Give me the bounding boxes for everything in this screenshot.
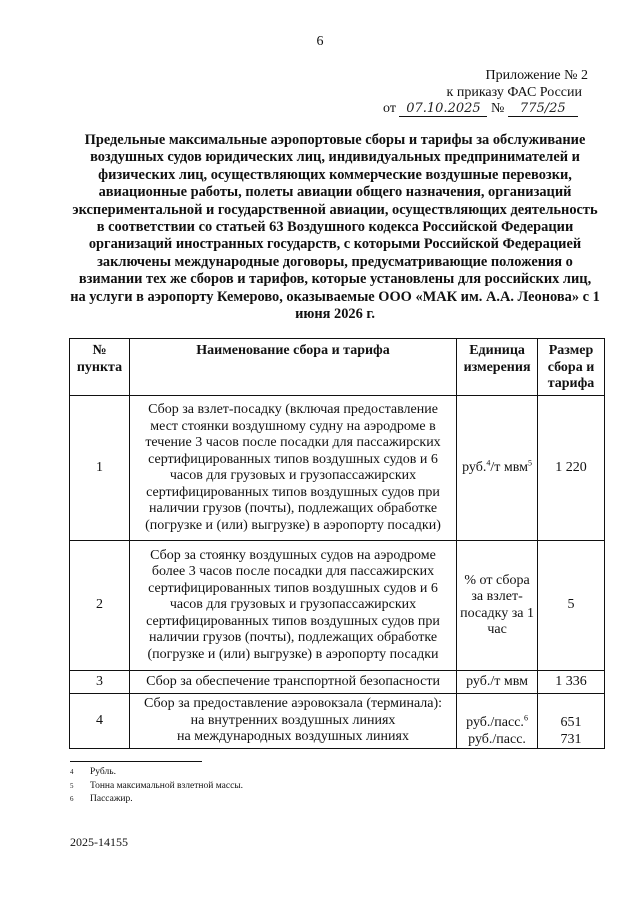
footnote-ref: 4 — [486, 458, 491, 468]
footnote-ref: 5 — [527, 458, 532, 468]
row-num: 1 — [70, 396, 130, 541]
row-unit: руб./пасс.$^6$ руб./пасс. — [457, 694, 538, 749]
row-name-line: на внутренних воздушных линиях — [190, 712, 396, 728]
row-unit: руб./т мвм — [457, 671, 538, 694]
document-number: 2025-14155 — [70, 835, 128, 849]
appendix-order-line — [383, 101, 595, 119]
table-row — [70, 694, 605, 749]
footnote: 4 Рубль. — [70, 767, 116, 777]
order-number-label: № — [490, 101, 505, 116]
table-header-row — [70, 339, 605, 396]
appendix-subtitle: к приказу ФАС России — [446, 85, 582, 100]
order-date-label: от — [383, 101, 396, 116]
order-date: 07.10.2025 — [399, 101, 487, 117]
appendix-title: Приложение № 2 — [485, 68, 588, 83]
row-name-line: на международных воздушных линиях — [177, 729, 409, 745]
row-name: Сбор за стоянку воздушных судов на аэродроме более 3 часов после посадки для пассажирских сертифицированных типов воздушных судов и 6 часов для грузовых и грузопассажирских сертифицированных типов воздушных судов при наличии грузов (почты), подлежащих обработке (погрузке и (или) выгрузке) в аэропорту посадки — [129, 541, 456, 671]
footnote-separator — [70, 761, 202, 762]
table-row — [70, 541, 605, 671]
order-number: 775/25 — [508, 101, 578, 117]
header-num: № пункта — [70, 339, 130, 396]
row-num: 2 — [70, 541, 130, 671]
row-unit: % от сбора за взлет-посадку за 1 час — [457, 541, 538, 671]
row-num: 3 — [70, 671, 130, 694]
row-name — [129, 694, 456, 749]
footnote: 6 Пассажир. — [70, 794, 133, 804]
row-size: 5 — [538, 541, 605, 671]
row-unit: руб.$^4$/т мвм$^5$ — [457, 396, 538, 541]
row-size: 651 731 — [538, 694, 605, 749]
document-heading: Предельные максимальные аэропортовые сборы и тарифы за обслуживание воздушных судов юридических лиц, индивидуальных предпринимателей и физических лиц, осуществляющих коммерческие воздушные перевозки, авиационные работы, полеты авиации общего назначения, организаций экспериментальной и государственной авиации, осуществляющих деятельность в соответствии со статьей 63 Воздушного кодекса Российской Федерации организаций иностранных государств, с которыми Российской Федерацией заключены международные договоры, предусматривающие положения о взимании тех же сборов и тарифов, которые установлены для российских лиц, на услуги в аэропорту Кемерово, оказываемые ООО «МАК им. А.А. Леонова» с 1 июня 2026 г. — [70, 132, 600, 323]
header-name: Наименование сбора и тарифа — [129, 339, 456, 396]
row-name: Сбор за взлет-посадку (включая предоставление мест стоянки воздушному судну на аэродроме в течение 3 часов после посадки для пассажирских сертифицированных типов воздушных судов и 6 часов для грузовых и грузопассажирских сертифицированных типов воздушных судов при наличии грузов (почты), подлежащих обработке (погрузке и (или) выгрузке) в аэропорту посадки) — [129, 396, 456, 541]
table-row — [70, 671, 605, 694]
header-size: Размер сбора и тарифа — [538, 339, 605, 396]
row-name-title: Сбор за предоставление аэровокзала (терминала): — [143, 696, 443, 712]
footnote: 5 Тонна максимальной взлетной массы. — [70, 781, 244, 791]
row-size: 1 336 — [538, 671, 605, 694]
table-row — [70, 396, 605, 541]
row-num: 4 — [70, 694, 130, 749]
tariff-table — [69, 338, 605, 749]
header-unit: Единица измерения — [457, 339, 538, 396]
footnote-ref: 6 — [523, 713, 528, 723]
row-size: 1 220 — [538, 396, 605, 541]
row-name: Сбор за обеспечение транспортной безопасности — [129, 671, 456, 694]
page-number: 6 — [316, 34, 324, 49]
